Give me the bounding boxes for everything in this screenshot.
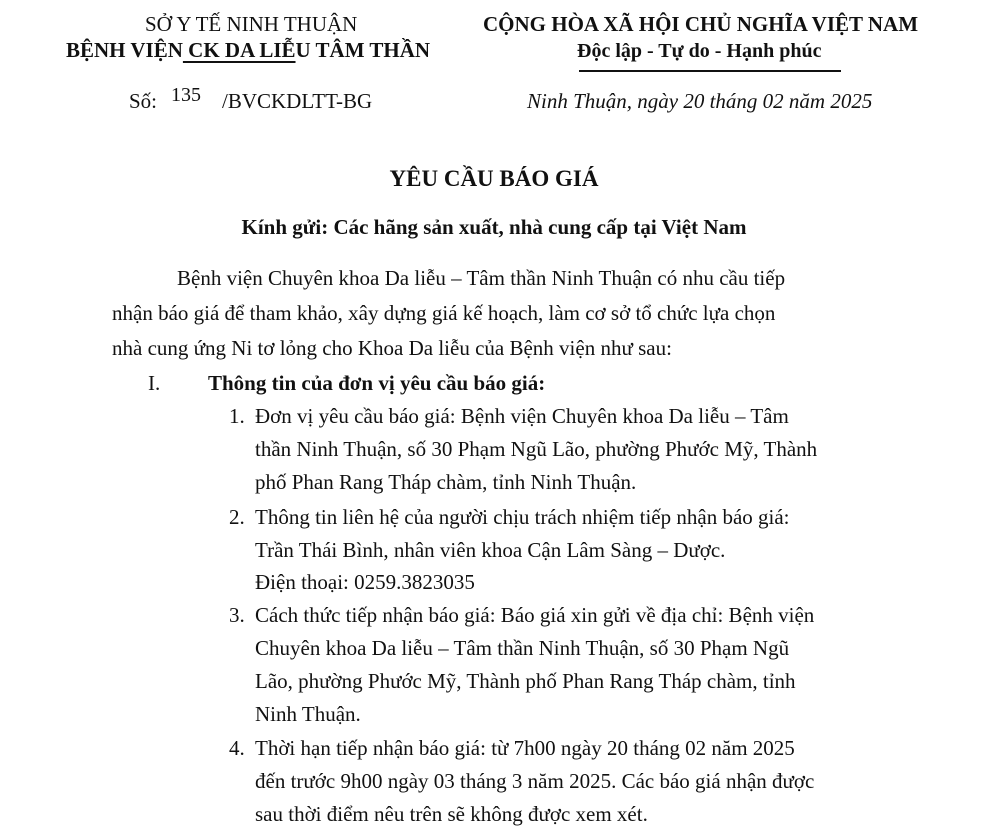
list-item-line: Ninh Thuận. <box>255 702 361 726</box>
recipient-line: Kính gửi: Các hãng sản xuất, nhà cung cấp tại Việt Nam <box>241 215 747 239</box>
list-item-line: Cách thức tiếp nhận báo giá: Báo giá xin gửi về địa chỉ: Bệnh viện <box>255 603 815 627</box>
department-name: SỞ Y TẾ NINH THUẬN <box>145 12 358 36</box>
list-item-number: 1. <box>229 404 245 428</box>
list-item-line: thần Ninh Thuận, số 30 Phạm Ngũ Lão, phường Phước Mỹ, Thành <box>255 437 818 461</box>
section-title: Thông tin của đơn vị yêu cầu báo giá: <box>208 371 546 395</box>
doc-code: /BVCKDLTT-BG <box>222 89 373 113</box>
intro-line: nhà cung ứng Ni tơ lỏng cho Khoa Da liễu của Bệnh viện như sau: <box>112 336 672 360</box>
list-item-line: phố Phan Rang Tháp chàm, tỉnh Ninh Thuận. <box>255 470 637 494</box>
document-title: YÊU CẦU BÁO GIÁ <box>389 166 599 191</box>
doc-number-label: Số: <box>129 89 158 113</box>
motto-underline-divider <box>579 70 841 72</box>
hospital-name <box>66 38 430 63</box>
document-date: Ninh Thuận, ngày 20 tháng 02 năm 2025 <box>527 89 873 113</box>
hospital-name-suffix: U TÂM THẦN <box>295 38 431 62</box>
hospital-name-underlined: CK DA LIỄ <box>182 38 296 62</box>
list-item-line: Thời hạn tiếp nhận báo giá: từ 7h00 ngày 20 tháng 02 năm 2025 <box>255 736 795 760</box>
intro-line: Bệnh viện Chuyên khoa Da liễu – Tâm thần Ninh Thuận có nhu cầu tiếp <box>177 266 786 290</box>
list-item-line: Điện thoại: 0259.3823035 <box>255 570 475 594</box>
list-item-line: Trần Thái Bình, nhân viên khoa Cận Lâm Sàng – Dược. <box>255 538 726 562</box>
list-item-line: Thông tin liên hệ của người chịu trách nhiệm tiếp nhận báo giá: <box>255 505 790 529</box>
list-item-number: 3. <box>229 603 245 627</box>
list-item-number: 2. <box>229 505 245 529</box>
list-item-line: sau thời điểm nêu trên sẽ không được xem xét. <box>255 802 648 826</box>
motto: Độc lập - Tự do - Hạnh phúc <box>577 40 822 62</box>
list-item-line: Lão, phường Phước Mỹ, Thành phố Phan Rang Tháp chàm, tỉnh <box>255 669 796 693</box>
intro-line: nhận báo giá để tham khảo, xây dựng giá kế hoạch, làm cơ sở tổ chức lựa chọn <box>112 301 776 325</box>
doc-number: 135 <box>171 84 201 106</box>
nation-title: CỘNG HÒA XÃ HỘI CHỦ NGHĨA VIỆT NAM <box>483 12 919 36</box>
list-item-line: đến trước 9h00 ngày 03 tháng 3 năm 2025. Các báo giá nhận được <box>255 769 815 793</box>
list-item-number: 4. <box>229 736 245 760</box>
hospital-name-prefix: BỆNH VIỆN <box>66 38 183 62</box>
section-number: I. <box>148 371 161 395</box>
list-item-line: Chuyên khoa Da liễu – Tâm thần Ninh Thuận, số 30 Phạm Ngũ <box>255 636 790 660</box>
list-item-line: Đơn vị yêu cầu báo giá: Bệnh viện Chuyên khoa Da liễu – Tâm <box>255 404 789 428</box>
